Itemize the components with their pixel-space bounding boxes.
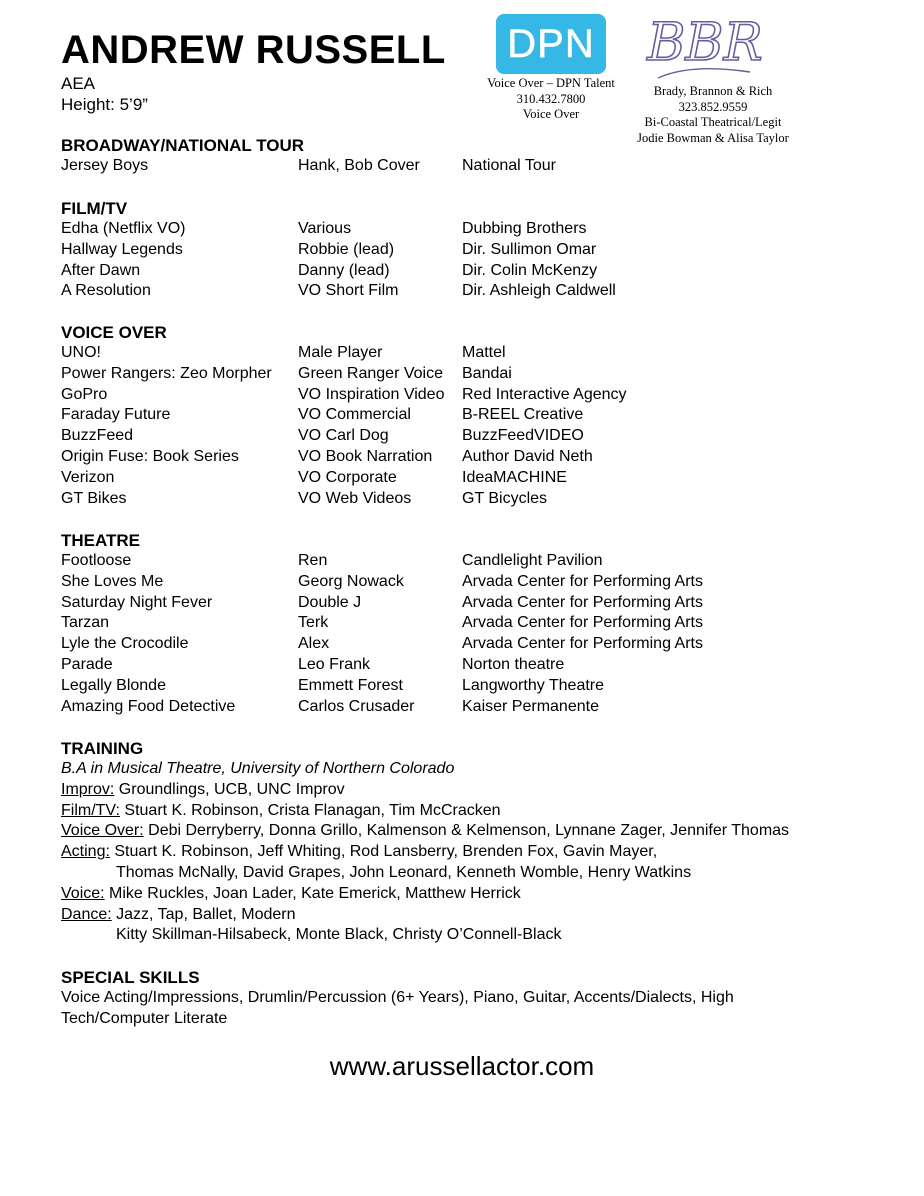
training-voice-over (61, 821, 901, 842)
credit-title: Power Rangers: Zeo Morpher (61, 364, 272, 382)
credit-row (61, 489, 901, 510)
credit-title: GT Bikes (61, 489, 127, 507)
credits-table (61, 219, 901, 302)
training-dance-cont: Kitty Skillman-Hilsabeck, Monte Black, Christy O’Connell-Black (116, 926, 562, 944)
credit-title: Edha (Netflix VO) (61, 220, 186, 237)
credits-table (61, 551, 901, 717)
credit-row (61, 385, 901, 406)
training-label: Film/TV: (61, 801, 120, 819)
credit-role: Robbie (lead) (298, 240, 395, 258)
credit-company: Red Interactive Agency (462, 385, 627, 403)
credit-role: Carlos Crusader (298, 697, 415, 715)
training-text: Groundlings, UCB, UNC Improv (114, 780, 345, 798)
credit-row (61, 156, 901, 177)
skills-line: Voice Acting/Impressions, Drumlin/Percussion (6+ Years), Piano, Guitar, Accents/Dialects, High (61, 989, 734, 1006)
credit-company: National Tour (462, 157, 556, 174)
dpn-logo: DPN (496, 14, 606, 74)
section-heading: THEATRE (61, 531, 141, 550)
credit-title: BuzzFeed (61, 427, 134, 445)
website-link[interactable]: www.arussellactor.com (329, 1051, 595, 1081)
section-special-skills (61, 967, 901, 1030)
credit-role: Terk (298, 614, 329, 632)
training-acting-cont: Thomas McNally, David Grapes, John Leonard, Kenneth Womble, Henry Watkins (116, 863, 692, 881)
training-voice (61, 884, 901, 905)
credit-row (61, 697, 901, 718)
section-heading: SPECIAL SKILLS (61, 968, 200, 987)
bbr-logo (640, 8, 770, 88)
credit-role: VO Inspiration Video (298, 385, 445, 403)
credit-company: GT Bicycles (462, 489, 548, 507)
credit-row (61, 676, 901, 697)
credit-company: BuzzFeedVIDEO (462, 427, 584, 445)
credit-company: Dir. Sullimon Omar (462, 240, 597, 258)
credit-company: Arvada Center for Performing Arts (462, 593, 703, 611)
credit-row (61, 634, 901, 655)
credit-company: Arvada Center for Performing Arts (462, 572, 703, 590)
credit-row (61, 551, 901, 572)
credit-company: Candlelight Pavilion (462, 552, 603, 569)
credit-title: GoPro (61, 385, 108, 403)
credit-company: Bandai (462, 364, 512, 382)
section-voice-over (61, 322, 901, 509)
training-degree: B.A in Musical Theatre, University of Northern Colorado (61, 760, 455, 777)
credit-title: Saturday Night Fever (61, 593, 213, 611)
training-film-tv (61, 801, 901, 822)
credit-row (61, 240, 901, 261)
credits-table (61, 156, 901, 177)
dpn-agent-info (466, 76, 636, 123)
credit-company: Arvada Center for Performing Arts (462, 614, 703, 632)
credit-row (61, 593, 901, 614)
training-text: Stuart K. Robinson, Crista Flanagan, Tim McCracken (119, 801, 501, 819)
credit-title: Faraday Future (61, 406, 171, 424)
training-label: Voice: (61, 884, 105, 902)
training-text: Jazz, Tap, Ballet, Modern (111, 905, 296, 923)
bbr-phone: 323.852.9559 (678, 99, 748, 114)
bbr-line: Jodie Bowman & Alisa Taylor (637, 130, 789, 145)
credit-title: Lyle the Crocodile (61, 635, 189, 653)
section-broadway (61, 135, 901, 177)
credit-role: Male Player (298, 344, 383, 361)
credit-role: Alex (298, 635, 330, 653)
actor-height: Height: 5’9” (61, 95, 148, 114)
credit-row (61, 343, 901, 364)
bbr-logo-text: BBR (647, 13, 763, 73)
credit-title: After Dawn (61, 261, 141, 279)
credit-row (61, 405, 901, 426)
section-heading: FILM/TV (61, 199, 128, 218)
credit-row (61, 426, 901, 447)
credit-row (61, 447, 901, 468)
training-label: Acting: (61, 843, 110, 861)
credit-company: Langworthy Theatre (462, 676, 605, 694)
credit-title: Origin Fuse: Book Series (61, 447, 239, 465)
credit-title: Hallway Legends (61, 240, 183, 258)
credit-row (61, 572, 901, 593)
credit-title: Legally Blonde (61, 676, 166, 694)
credit-company: Kaiser Permanente (462, 697, 599, 715)
section-film-tv (61, 198, 901, 302)
credit-title: Amazing Food Detective (61, 697, 236, 715)
bbr-line: Brady, Brannon & Rich (653, 84, 773, 98)
credit-role: Hank, Bob Cover (298, 157, 420, 174)
training-dance (61, 905, 901, 926)
credit-title: Parade (61, 655, 113, 673)
credit-role: VO Commercial (298, 406, 411, 424)
training-label: Dance: (61, 905, 112, 923)
credit-company: Author David Neth (462, 447, 593, 465)
credit-role: Green Ranger Voice (298, 364, 443, 382)
dpn-line: Voice Over (522, 107, 580, 121)
section-heading: TRAINING (61, 739, 144, 758)
dpn-line: Voice Over – DPN Talent (487, 76, 615, 90)
credit-company: B-REEL Creative (462, 406, 584, 424)
credit-row (61, 468, 901, 489)
credit-role: Leo Frank (298, 655, 371, 673)
credit-role: Various (298, 220, 352, 237)
credit-row (61, 281, 901, 302)
credit-role: Emmett Forest (298, 676, 403, 694)
credit-role: Georg Nowack (298, 572, 404, 590)
credit-role: VO Web Videos (298, 489, 412, 507)
actor-name: ANDREW RUSSELL (61, 28, 446, 72)
union-affiliation: AEA (61, 74, 96, 93)
credit-role: VO Carl Dog (298, 427, 389, 445)
credit-company: Mattel (462, 344, 506, 361)
credit-role: VO Book Narration (298, 447, 433, 465)
credit-row (61, 364, 901, 385)
training-acting (61, 842, 901, 863)
credit-role: Double J (298, 593, 362, 611)
credit-row (61, 613, 901, 634)
training-improv (61, 780, 901, 801)
credit-company: Dir. Colin McKenzy (462, 261, 598, 279)
credit-company: Dubbing Brothers (462, 220, 587, 237)
credit-company: Dir. Ashleigh Caldwell (462, 282, 616, 300)
credit-row (61, 261, 901, 282)
credit-title: Jersey Boys (61, 157, 149, 174)
skills-line: Tech/Computer Literate (61, 1009, 228, 1027)
credit-row (61, 655, 901, 676)
credit-company: Norton theatre (462, 655, 565, 673)
training-text: Stuart K. Robinson, Jeff Whiting, Rod Lansberry, Brenden Fox, Gavin Mayer, (109, 843, 658, 861)
section-training (61, 738, 901, 946)
credit-role: VO Short Film (298, 282, 399, 300)
credit-title: Verizon (61, 468, 115, 486)
section-heading: BROADWAY/NATIONAL TOUR (61, 136, 305, 155)
section-heading: VOICE OVER (61, 323, 167, 342)
training-label: Improv: (61, 780, 115, 798)
credit-title: Footloose (61, 552, 132, 569)
credit-role: VO Corporate (298, 468, 397, 486)
credits-table (61, 343, 901, 509)
credit-company: Arvada Center for Performing Arts (462, 635, 703, 653)
credit-title: She Loves Me (61, 572, 164, 590)
bbr-line: Bi-Coastal Theatrical/Legit (644, 115, 782, 129)
section-theatre (61, 530, 901, 717)
credit-role: Danny (lead) (298, 261, 390, 279)
training-label: Voice Over: (61, 822, 144, 840)
credit-company: IdeaMACHINE (462, 468, 567, 486)
training-text: Debi Derryberry, Donna Grillo, Kalmenson & Kelmenson, Lynnane Zager, Jennifer Thomas (143, 822, 790, 840)
training-text: Mike Ruckles, Joan Lader, Kate Emerick, Matthew Herrick (104, 884, 521, 902)
credit-role: Ren (298, 552, 328, 569)
credit-title: Tarzan (61, 614, 110, 632)
credit-title: A Resolution (61, 282, 151, 300)
credit-row (61, 219, 901, 240)
dpn-phone: 310.432.7800 (516, 91, 586, 106)
credit-title: UNO! (61, 344, 101, 361)
